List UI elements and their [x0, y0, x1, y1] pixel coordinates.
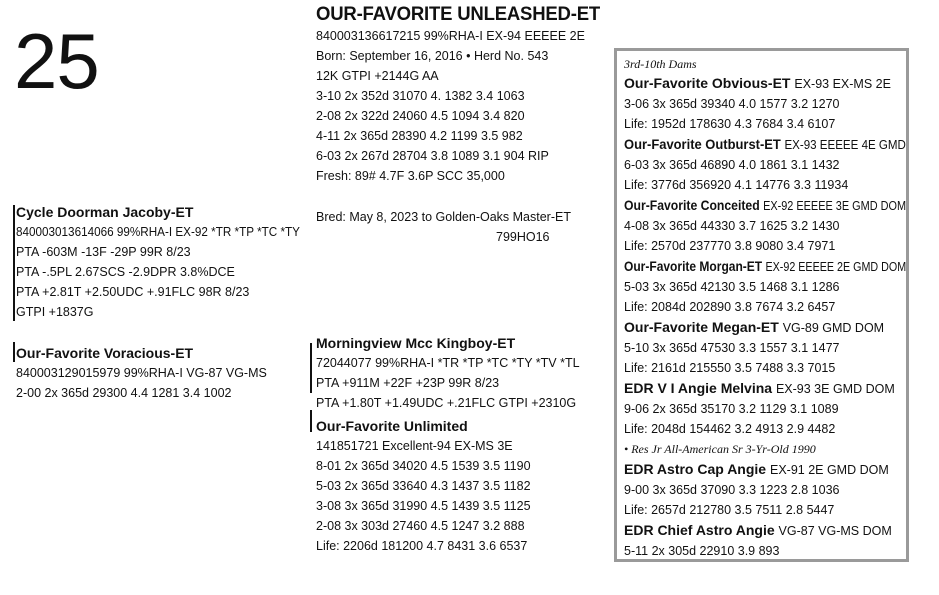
dam-name: Our-Favorite Voracious-ET [16, 345, 194, 361]
main-record-line: 2-08 2x 322d 24060 4.5 1094 3.4 820 [316, 109, 525, 123]
mgs-block [316, 333, 580, 413]
main-fresh-line: Fresh: 89# 4.7F 3.6P SCC 35,000 [316, 169, 505, 183]
mgs-info-line: PTA +1.80T +1.49UDC +.21FLC GTPI +2310G [316, 396, 577, 410]
dam-entry-lifetime: Life: 2657d 212780 3.5 7511 2.8 5447 [624, 503, 835, 517]
dam-entry-name: Our-Favorite Morgan-ET EX-92 EEEEE 2E GMD DOM [624, 258, 907, 274]
dam-entry-lifetime: Life: 1952d 178630 4.3 7684 3.4 6107 [624, 117, 836, 131]
sire-info-line: GTPI +1837G [16, 305, 94, 319]
dams-box-content [624, 55, 939, 561]
dam-entry-name: Our-Favorite Obvious-ET EX-93 EX-MS 2E [624, 75, 891, 91]
mgs-info-line: PTA +911M +22F +23P 99R 8/23 [316, 376, 500, 390]
dam-entry-record: 4-08 3x 365d 44330 3.7 1625 3.2 1430 [624, 219, 840, 233]
mgs-name: Morningview Mcc Kingboy-ET [316, 335, 516, 351]
sire-info-line: 840003013614066 99%RHA-I EX-92 *TR *TP *TC *TY [16, 225, 300, 239]
dams-box-heading: 3rd-10th Dams [624, 57, 697, 71]
dam-entry-name: Our-Favorite Megan-ET VG-89 GMD DOM [624, 319, 885, 335]
dam-entry-lifetime: Life: 2161d 215550 3.5 7488 3.3 7015 [624, 361, 836, 375]
dam-entry-record: 9-06 2x 365d 35170 3.2 1129 3.1 1089 [624, 402, 839, 416]
granddam-record-line: 2-08 3x 303d 27460 4.5 1247 3.2 888 [316, 519, 525, 533]
sire-info-line: PTA -.5PL 2.67SCS -2.9DPR 3.8%DCE [16, 265, 235, 279]
mgs-bracket-upper [310, 343, 312, 393]
dams-box [614, 48, 909, 562]
main-info-line: 12K GTPI +2144G AA [316, 69, 439, 83]
dam-entry-record: 5-10 3x 365d 47530 3.3 1557 3.1 1477 [624, 341, 840, 355]
dam-block [16, 343, 267, 403]
sire-info-line: PTA +2.81T +2.50UDC +.91FLC 98R 8/23 [16, 285, 250, 299]
granddam-record-line: 5-03 2x 365d 33640 4.3 1437 3.5 1182 [316, 479, 531, 493]
dam-entry-award: • Res Jr All-American Sr 3-Yr-Old 1990 [624, 442, 816, 456]
dam-entry-name: Our-Favorite Conceited EX-92 EEEEE 3E GMD DOM [624, 197, 907, 213]
main-animal-block [316, 4, 607, 186]
dam-bracket [13, 342, 15, 362]
dam-entry-lifetime: Life: 3776d 356920 4.1 14776 3.3 11934 [624, 178, 849, 192]
dam-entry-record: 9-00 3x 365d 37090 3.3 1223 2.8 1036 [624, 483, 840, 497]
granddam-name: Our-Favorite Unlimited [316, 418, 468, 434]
main-info-line: Born: September 16, 2016 • Herd No. 543 [316, 49, 549, 63]
dam-entry-name: EDR Chief Astro Angie VG-87 VG-MS DOM [624, 522, 892, 538]
dam-entry-record: 3-06 3x 365d 39340 4.0 1577 3.2 1270 [624, 97, 840, 111]
mgs-bracket-lower [310, 410, 312, 432]
mgs-info-line: 72044077 99%RHA-I *TR *TP *TC *TY *TV *TL [316, 356, 580, 370]
bred-info: Bred: May 8, 2023 to Golden-Oaks Master-ET [316, 210, 571, 224]
sire-name: Cycle Doorman Jacoby-ET [16, 204, 194, 220]
granddam-record-line: 3-08 3x 365d 31990 4.5 1439 3.5 1125 [316, 499, 531, 513]
bred-sire-code: 799HO16 [496, 230, 550, 244]
dam-info-line: 840003129015979 99%RHA-I VG-87 VG-MS [16, 366, 267, 380]
dam-entry-record: 5-03 3x 365d 42130 3.5 1468 3.1 1286 [624, 280, 840, 294]
main-info-line: 840003136617215 99%RHA-I EX-94 EEEEE 2E [316, 29, 585, 43]
granddam-block [316, 416, 531, 556]
sire-info-line: PTA -603M -13F -29P 99R 8/23 [16, 245, 191, 259]
main-record-line: 4-11 2x 365d 28390 4.2 1199 3.5 982 [316, 129, 523, 143]
main-record-line: 6-03 2x 267d 28704 3.8 1089 3.1 904 RIP [316, 149, 549, 163]
sire-block [16, 202, 319, 322]
lot-number: 25 [14, 17, 99, 105]
main-record-line: 3-10 2x 352d 31070 4. 1382 3.4 1063 [316, 89, 525, 103]
dam-entry-name: EDR V I Angie Melvina EX-93 3E GMD DOM [624, 380, 895, 396]
dam-record-line: 2-00 2x 365d 29300 4.4 1281 3.4 1002 [16, 386, 232, 400]
dam-entry-lifetime: Life: 2084d 202890 3.8 7674 3.2 6457 [624, 300, 836, 314]
granddam-lifetime-line: Life: 2206d 181200 4.7 8431 3.6 6537 [316, 539, 528, 553]
granddam-info-line: 141851721 Excellent-94 EX-MS 3E [316, 439, 513, 453]
dam-entry-lifetime: Life: 2570d 237770 3.8 9080 3.4 7971 [624, 239, 836, 253]
sire-bracket [13, 205, 15, 321]
dam-entry-name: Our-Favorite Outburst-ET EX-93 EEEEE 4E GMD [624, 136, 906, 152]
dam-entry-name: EDR Astro Cap Angie EX-91 2E GMD DOM [624, 461, 889, 477]
dam-entry-lifetime: Life: 2048d 154462 3.2 4913 2.9 4482 [624, 422, 836, 436]
dam-entry-record: 5-11 2x 305d 22910 3.9 893 [624, 544, 780, 558]
dam-entry-record: 6-03 3x 365d 46890 4.0 1861 3.1 1432 [624, 158, 840, 172]
main-animal-name: OUR-FAVORITE UNLEASHED-ET [316, 4, 600, 25]
granddam-record-line: 8-01 2x 365d 34020 4.5 1539 3.5 1190 [316, 459, 531, 473]
